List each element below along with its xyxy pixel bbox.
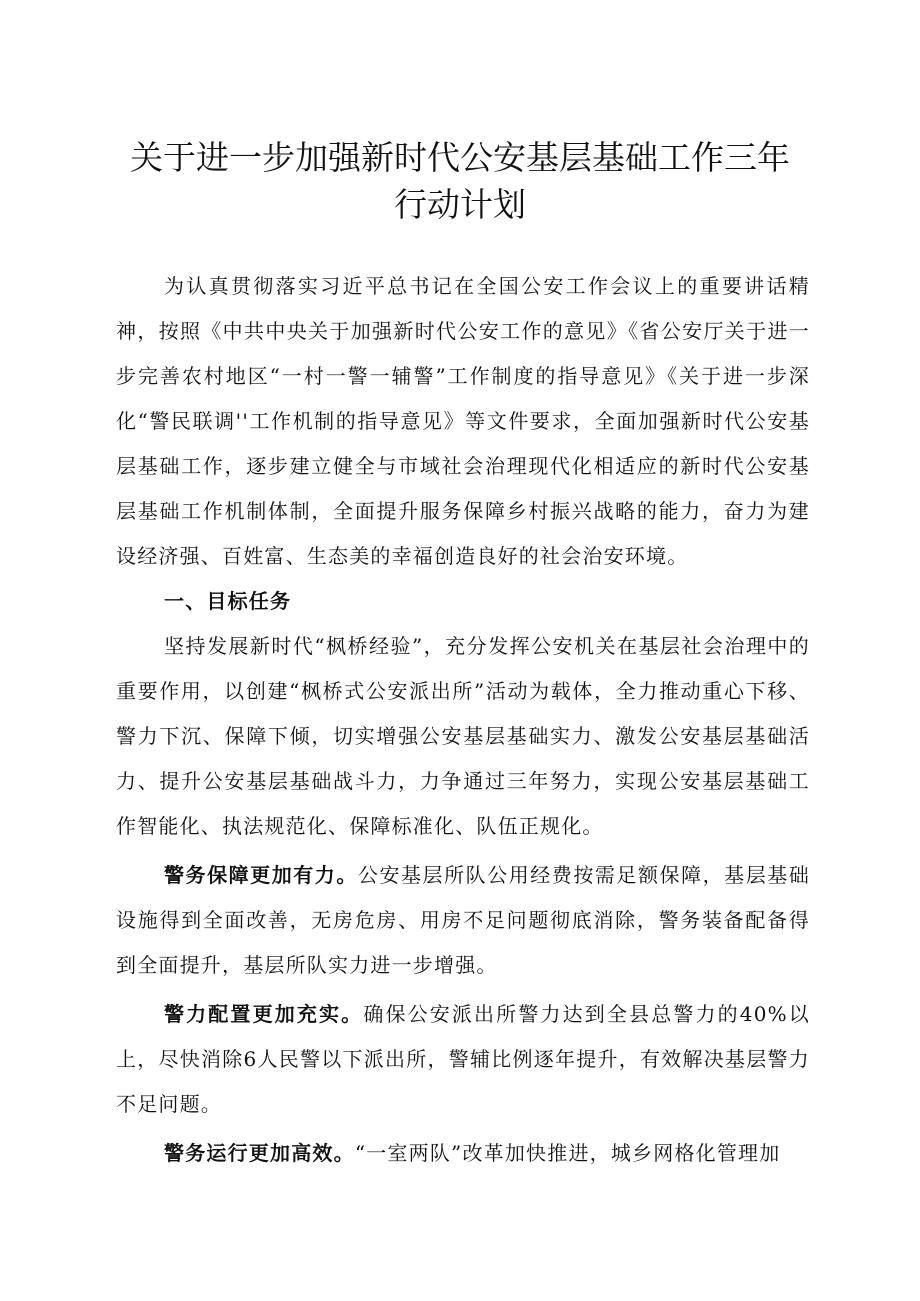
goal-text-staffing: 确保公安派出所警力达到全县总警力的40%以上，尽快消除6人民警以下派出所，警辅比例逐年提升，有效解决基层警力不足问题。 xyxy=(116,1002,810,1116)
section-heading-goals: 一、目标任务 xyxy=(164,589,292,613)
document-body xyxy=(116,264,810,1176)
goal-paragraph-support xyxy=(116,853,810,988)
goal-text-support: 公安基层所队公用经费按需足额保障，基层基础设施得到全面改善，无房危房、用房不足问题彻底消除，警务装备配备得到全面提升，基层所队实力进一步增强。 xyxy=(116,863,810,977)
document-title-line1: 关于进一步加强新时代公安基层基础工作三年 xyxy=(130,138,790,177)
goals-paragraph: 坚持发展新时代“枫桥经验”，充分发挥公安机关在基层社会治理中的重要作用，以创建“枫桥式公安派出所”活动为载体，全力推动重心下移、警力下沉、保障下倾，切实增强公安基层基础实力、激发公安基层基础活力、提升公安基层基础战斗力，力争通过三年努力，实现公安基层基础工作智能化、执法规范化、保障标准化、队伍正规化。 xyxy=(116,634,810,838)
goal-paragraph-staffing xyxy=(116,992,810,1127)
intro-paragraph: 为认真贯彻落实习近平总书记在全国公安工作会议上的重要讲话精神，按照《中共中央关于加强新时代公安工作的意见》《省公安厅关于进一步完善农村地区“一村一警一辅警”工作制度的指导意见》《关于进一步深化“警民联调''工作机制的指导意见》等文件要求，全面加强新时代公安基层基础工作，逐步建立健全与市域社会治理现代化相适应的新时代公安基层基础工作机制体制，全面提升服务保障乡村振兴战略的能力，奋力为建设经济强、百姓富、生态美的幸福创造良好的社会治安环境。 xyxy=(116,274,810,568)
goal-paragraph-operation xyxy=(116,1131,810,1176)
document-title-line2: 行动计划 xyxy=(394,185,526,224)
goal-lead-operation: 警务运行更加高效。 xyxy=(164,1141,355,1165)
goal-text-operation: “一室两队”改革加快推进，城乡网格化管理加 xyxy=(354,1141,781,1165)
goal-lead-support: 警务保障更加有力。 xyxy=(164,863,358,887)
goal-lead-staffing: 警力配置更加充实。 xyxy=(164,1002,364,1026)
